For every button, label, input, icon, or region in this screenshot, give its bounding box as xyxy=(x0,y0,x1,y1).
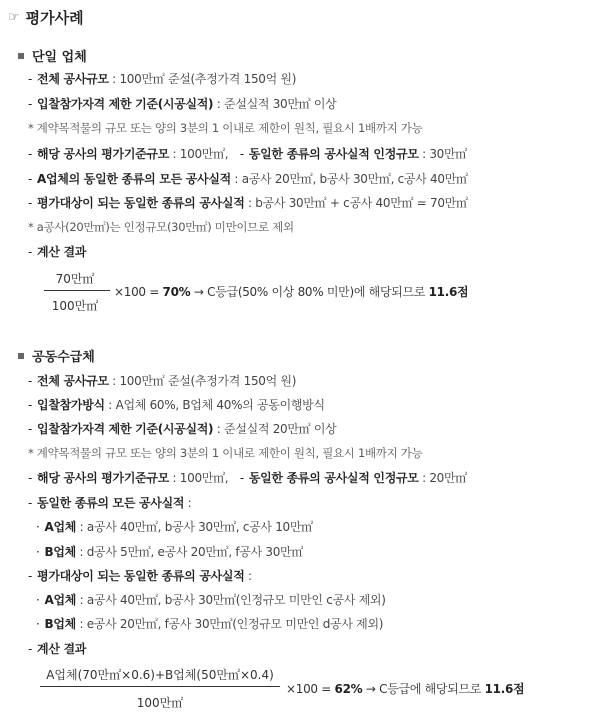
s1-line-all-records: - A업체의 동일한 종류의 모든 공사실적 : a공사 20만㎡, b공사 30만㎡, c공사 40만㎡ xyxy=(28,172,468,186)
label: 동일한 종류의 공사실적 인정규모 xyxy=(248,147,419,161)
s2-note-limit: * 계약목적물의 규모 또는 양의 3분의 1 이내로 제한이 원칙, 필요시 1배까지 가능 xyxy=(28,446,423,460)
s2-line-criteria: - 해당 공사의 평가기준규모 : 100만㎡, - 동일한 종류의 공사실적 인정규모 : 20만㎡ xyxy=(28,471,468,485)
value: : e공사 20만㎡, f공사 30만㎡(인정규모 미만인 d공사 제외) xyxy=(75,617,384,631)
fraction-bar xyxy=(44,290,110,291)
result-part: ×100 = xyxy=(114,285,163,299)
s1-note-exclude: * a공사(20만㎡)는 인정규모(30만㎡) 미만이므로 제외 xyxy=(28,220,294,234)
fraction-numerator: 70만㎡ xyxy=(55,272,95,286)
value: : d공사 5만㎡, e공사 20만㎡, f공사 30만㎡ xyxy=(75,545,304,559)
label: A업체 xyxy=(44,593,77,607)
s1-line-total-scale: - 전체 공사규모 : 100만㎡ 준설(추정가격 150억 원) xyxy=(28,72,297,86)
label: 해당 공사의 평가기준규모 xyxy=(37,471,169,485)
s2-line-eval-records-a: · A업체 : a공사 40만㎡, b공사 30만㎡(인정규모 미만인 c공사 제외) xyxy=(36,593,386,607)
section-title: 공동수급체 xyxy=(32,350,95,365)
result-score: 11.6점 xyxy=(484,682,525,696)
fraction-result xyxy=(286,680,524,697)
s2-calculation-formula xyxy=(0,664,612,720)
s2-line-all-records-a: · A업체 : a공사 40만㎡, b공사 30만㎡, c공사 10만㎡ xyxy=(36,520,313,534)
s2-line-total-scale: - 전체 공사규모 : 100만㎡ 준설(추정가격 150억 원) xyxy=(28,374,297,388)
s1-note-limit: * 계약목적물의 규모 또는 양의 3분의 1 이내로 제한이 원칙, 필요시 1배까지 가능 xyxy=(28,121,423,135)
fraction-denominator: 100만㎡ xyxy=(51,299,99,313)
value: : xyxy=(244,569,252,583)
s2-line-eval-records-b: · B업체 : e공사 20만㎡, f공사 30만㎡(인정규모 미만인 d공사 제외) xyxy=(36,617,384,631)
value: : xyxy=(184,496,192,510)
square-bullet-icon xyxy=(18,353,24,359)
label: B업체 xyxy=(44,617,76,631)
s2-line-calc: - 계산 결과 xyxy=(28,642,87,656)
label: 전체 공사규모 xyxy=(37,374,109,388)
value: : 100만㎡ 준설(추정가격 150억 원) xyxy=(108,72,297,86)
value: : b공사 30만㎡ + c공사 40만㎡ = 70만㎡ xyxy=(244,196,468,210)
label: A업체 xyxy=(44,520,77,534)
label: 입찰참가자격 제한 기준(시공실적) xyxy=(37,97,214,111)
value: : 100만㎡ 준설(추정가격 150억 원) xyxy=(108,374,297,388)
section-single-company-header xyxy=(18,46,87,65)
s2-line-bid-limit: - 입찰참가자격 제한 기준(시공실적) : 준설실적 20만㎡ 이상 xyxy=(28,422,337,436)
label: 평가대상이 되는 동일한 종류의 공사실적 xyxy=(37,196,245,210)
value: : 100만㎡, xyxy=(169,147,229,161)
s1-line-criteria: - 해당 공사의 평가기준규모 : 100만㎡, - 동일한 종류의 공사실적 인정규모 : 30만㎡ xyxy=(28,147,468,161)
label: B업체 xyxy=(44,545,76,559)
s1-line-bid-limit: - 입찰참가자격 제한 기준(시공실적) : 준설실적 30만㎡ 이상 xyxy=(28,97,337,111)
result-part: → C등급에 해당되므로 xyxy=(362,682,485,696)
hand-pointer-icon: ☞ xyxy=(8,10,20,25)
label: 해당 공사의 평가기준규모 xyxy=(37,147,169,161)
s2-line-bid-method: - 입찰참가방식 : A업체 60%, B업체 40%의 공동이행방식 xyxy=(28,398,325,412)
fraction-numerator: A업체(70만㎡×0.6)+B업체(50만㎡×0.4) xyxy=(46,668,274,682)
label: 전체 공사규모 xyxy=(37,72,109,86)
square-bullet-icon xyxy=(18,53,24,59)
value: : a공사 40만㎡, b공사 30만㎡, c공사 10만㎡ xyxy=(76,520,313,534)
s2-line-eval-records: - 평가대상이 되는 동일한 종류의 공사실적 : xyxy=(28,569,252,583)
s2-line-all-records: - 동일한 종류의 모든 공사실적 : xyxy=(28,496,192,510)
value: : A업체 60%, B업체 40%의 공동이행방식 xyxy=(104,398,325,412)
fraction-result xyxy=(114,283,468,300)
value: : 준설실적 20만㎡ 이상 xyxy=(213,422,337,436)
label: A업체의 동일한 종류의 모든 공사실적 xyxy=(37,172,231,186)
section-joint-venture-header xyxy=(18,346,95,365)
label: 동일한 종류의 모든 공사실적 xyxy=(37,496,185,510)
section-title: 단일 업체 xyxy=(32,50,87,65)
label: 계산 결과 xyxy=(37,245,87,259)
fraction-denominator: 100만㎡ xyxy=(136,696,184,710)
result-score: 11.6점 xyxy=(428,285,469,299)
s1-line-calc: - 계산 결과 xyxy=(28,245,87,259)
s1-calculation-formula xyxy=(0,268,612,318)
label: 계산 결과 xyxy=(37,642,87,656)
result-part: ×100 = xyxy=(286,682,335,696)
page-title-row xyxy=(8,7,84,28)
label: 평가대상이 되는 동일한 종류의 공사실적 xyxy=(37,569,245,583)
value: : 20만㎡ xyxy=(418,471,468,485)
s1-line-eval-records: - 평가대상이 되는 동일한 종류의 공사실적 : b공사 30만㎡ + c공사 40만㎡ = 70만㎡ xyxy=(28,196,468,210)
result-percent: 62% xyxy=(334,682,363,696)
s2-line-all-records-b: · B업체 : d공사 5만㎡, e공사 20만㎡, f공사 30만㎡ xyxy=(36,545,304,559)
result-percent: 70% xyxy=(162,285,191,299)
fraction-bar xyxy=(40,686,280,687)
page-title: 평가사례 xyxy=(25,9,84,27)
value: : 100만㎡, xyxy=(169,471,229,485)
label: 입찰참가방식 xyxy=(37,398,105,412)
label: 입찰참가자격 제한 기준(시공실적) xyxy=(37,422,214,436)
value: : a공사 40만㎡, b공사 30만㎡(인정규모 미만인 c공사 제외) xyxy=(76,593,386,607)
label: 동일한 종류의 공사실적 인정규모 xyxy=(248,471,419,485)
value: : a공사 20만㎡, b공사 30만㎡, c공사 40만㎡ xyxy=(230,172,468,186)
result-part: → C등급(50% 이상 80% 미만)에 해당되므로 xyxy=(190,285,429,299)
value: : 준설실적 30만㎡ 이상 xyxy=(213,97,337,111)
value: : 30만㎡ xyxy=(418,147,468,161)
